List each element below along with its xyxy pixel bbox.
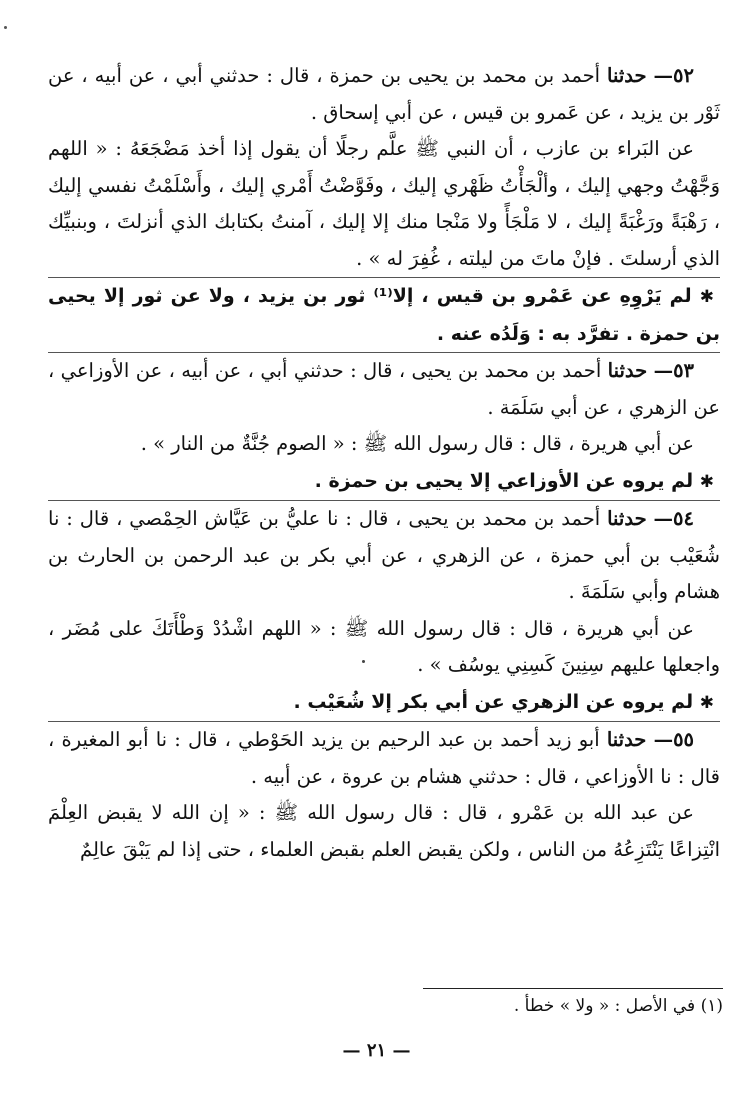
hadith-number: ٥٣ [673, 359, 695, 382]
hadith-number: ٥٤ [673, 507, 694, 530]
note-text: لم يَرْوِهِ عن عَمْرو بن قيس ، إلا⁽¹⁾ ثور بن يزيد ، ولا عن ثور إلا يحيى بن حمزة . تفرَّد به : وَلَدُه عنه . [48, 285, 720, 345]
dash: — [653, 507, 674, 530]
isnad-text: أبو زيد أحمد بن عبد الرحيم بن يزيد الحَوْطي ، قال : نا أبو المغيرة ، قال : نا الأوزاعي ، قال : حدثني هشام بن عروة ، عن أبيه . [48, 728, 720, 788]
hadith-52-note [48, 278, 720, 352]
hadith-54-isnad [48, 501, 720, 611]
hadith-number: ٥٥ [673, 728, 695, 751]
hadith-52-isnad [48, 58, 720, 131]
footnote: (١) في الأصل : « ولا » خطأ . [423, 988, 723, 1019]
hadith-55-isnad [48, 722, 720, 795]
note-text: لم يروه عن الأوزاعي إلا يحيى بن حمزة . [314, 469, 694, 492]
hadith-55-matn: عن عبد الله بن عَمْرو ، قال : قال رسول الله ﷺ : « إن الله لا يقبض العِلْمَ انْتِزاعًا يَنْتَزِعُهُ من الناس ، ولكن يقبض العلم بقبض العلماء ، حتى إذا لم يَبْقَ عالِمٌ [48, 801, 720, 861]
hadith-lead: حدثنا [607, 359, 648, 382]
margin-speck [4, 26, 7, 29]
star-icon: ✱ [699, 287, 714, 307]
isnad-text: أحمد بن محمد بن يحيى ، قال : حدثني أبي ، عن أبيه ، عن الأوزاعي ، عن الزهري ، عن أبي سَلَمَة . [48, 359, 720, 419]
hadith-lead: حدثنا [606, 728, 647, 751]
isnad-text: أحمد بن محمد بن يحيى ، قال : نا عليُّ بن عَيَّاش الحِمْصي ، قال : نا شُعَيْب بن أبي حمزة ، عن الزهري ، عن أبي بكر بن عبد الرحمن بن الحارث بن هشام وأبي سَلَمَةَ . [48, 507, 720, 603]
page-body [48, 58, 720, 868]
dash: — [653, 728, 674, 751]
hadith-53-isnad [48, 353, 720, 426]
note-text: لم يروه عن الزهري عن أبي بكر إلا شُعَيْب . [293, 690, 694, 713]
page-number: — ٢١ — [342, 1040, 411, 1061]
hadith-53-note [48, 463, 720, 501]
dash: — [653, 64, 674, 87]
hadith-52-matn: عن البَراء بن عازب ، أن النبي ﷺ علَّم رجلًا أن يقول إذا أخذ مَضْجَعَهُ : « اللهم وَجَّهْتُ وجهي إليك ، وألْجَأْتُ ظَهْري إليك ، وفَوَّضْتُ أَمْري إليك ، وأَسْلَمْتُ نفسي إليك ، رَهْبَةً ورَغْبَةً إليك ، لا مَلْجَأً ولا مَنْجا منك إلا إليك ، آمنتُ بكتابك الذي أنزلتَ ، وبنبيِّك الذي أرسلتَ . فإنْ ماتَ من ليلته ، غُفِرَ له » . [48, 137, 720, 270]
star-icon: ✱ [699, 471, 714, 492]
star-icon: ✱ [699, 692, 714, 713]
hadith-54-note [48, 684, 720, 722]
hadith-lead: حدثنا [607, 64, 647, 87]
dash: — [653, 359, 674, 382]
isnad-text: أحمد بن محمد بن يحيى بن حمزة ، قال : حدثني أبي ، عن أبيه ، عن ثَوْر بن يزيد ، عن عَمرو بن قيس ، عن أبي إسحاق . [48, 64, 720, 124]
hadith-53-matn: عن أبي هريرة ، قال : قال رسول الله ﷺ : « الصوم جُنَّةٌ من النار » . [140, 432, 694, 455]
hadith-54-matn: عن أبي هريرة ، قال : قال رسول الله ﷺ : « اللهم اشْدُدْ وَطْأَتَكَ على مُضَر ، واجعلها عليهم سِنِينَ كَسِنِي يوسُف » . [48, 616, 720, 676]
hadith-lead: حدثنا [607, 507, 647, 530]
hadith-number: ٥٢ [673, 64, 694, 87]
